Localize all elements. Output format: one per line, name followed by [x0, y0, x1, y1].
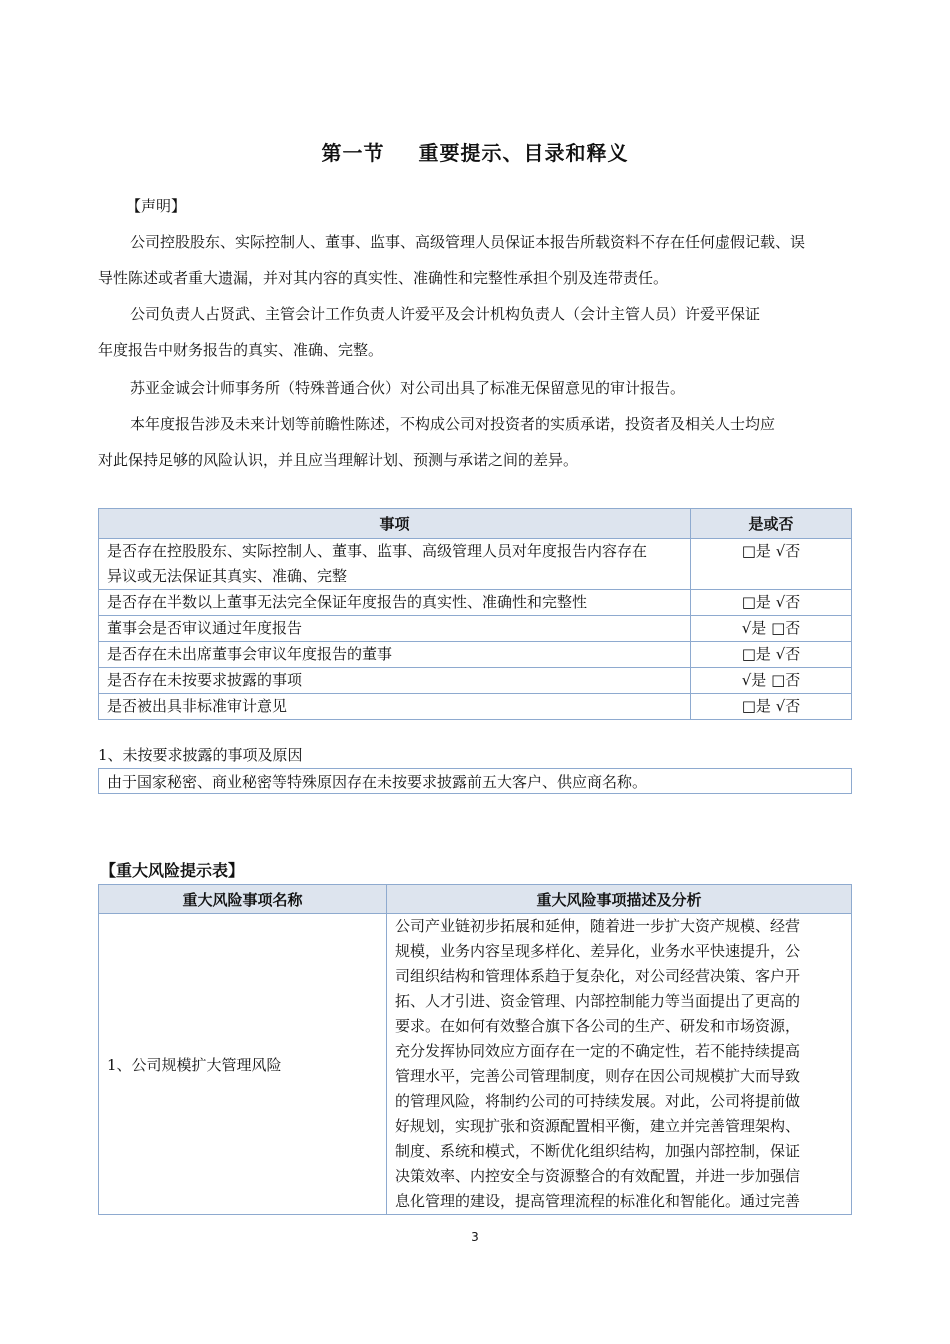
table-row [99, 539, 852, 590]
table-row [99, 769, 852, 794]
row-item: 董事会是否审议通过年度报告 [99, 616, 691, 642]
column-header-answer: 是或否 [691, 509, 852, 539]
table-row [99, 616, 852, 642]
check-table-header [99, 509, 852, 539]
row-item: 是否存在控股股东、实际控制人、董事、监事、高级管理人员对年度报告内容存在 异议或无法保证其真实、准确、完整 [99, 539, 691, 590]
column-header-item: 事项 [99, 509, 691, 539]
risk-name: 1、公司规模扩大管理风险 [99, 914, 387, 1215]
table-row [99, 590, 852, 616]
column-header-risk-description: 重大风险事项描述及分析 [387, 885, 852, 914]
row-item: 是否存在半数以上董事无法完全保证年度报告的真实性、准确性和完整性 [99, 590, 691, 616]
check-table [98, 508, 852, 720]
row-answer: □是 √否 [691, 694, 852, 720]
undisclosed-heading: 1、未按要求披露的事项及原因 [98, 746, 303, 764]
paragraph-2: 公司负责人占贤武、主管会计工作负责人许爱平及会计机构负责人（会计主管人员）许爱平保证 年度报告中财务报告的真实、准确、完整。 [98, 305, 761, 359]
risk-table-header [99, 885, 852, 914]
table-row [99, 642, 852, 668]
row-answer: □是 √否 [691, 539, 852, 590]
row-answer: √是 □否 [691, 668, 852, 694]
row-answer: □是 √否 [691, 590, 852, 616]
table-row [99, 668, 852, 694]
risk-table-heading: 【重大风险提示表】 [100, 861, 245, 880]
row-answer: □是 √否 [691, 642, 852, 668]
table-row [99, 694, 852, 720]
column-header-risk-name: 重大风险事项名称 [99, 885, 387, 914]
paragraph-4: 本年度报告涉及未来计划等前瞻性陈述，不构成公司对投资者的实质承诺，投资者及相关人士均应 对此保持足够的风险认识，并且应当理解计划、预测与承诺之间的差异。 [98, 415, 776, 469]
row-item: 是否存在未出席董事会审议年度报告的董事 [99, 642, 691, 668]
undisclosed-reason: 由于国家秘密、商业秘密等特殊原因存在未按要求披露前五大客户、供应商名称。 [99, 769, 852, 794]
page-number: 3 [471, 1230, 479, 1244]
paragraph-1: 公司控股股东、实际控制人、董事、监事、高级管理人员保证本报告所载资料不存在任何虚假记载、误 导性陈述或者重大遗漏，并对其内容的真实性、准确性和完整性承担个别及连带责任。 [98, 233, 806, 287]
row-item: 是否存在未按要求披露的事项 [99, 668, 691, 694]
declaration-label: 【声明】 [126, 197, 187, 215]
section-number: 第一节 [321, 141, 385, 165]
paragraph-3: 苏亚金诚会计师事务所（特殊普通合伙）对公司出具了标准无保留意见的审计报告。 [130, 379, 686, 397]
undisclosed-reason-table [98, 768, 852, 794]
section-title [0, 137, 950, 166]
row-answer: √是 □否 [691, 616, 852, 642]
risk-description: 公司产业链初步拓展和延伸，随着进一步扩大资产规模、经营 规模，业务内容呈现多样化、差异化，业务水平快速提升，公 司组织结构和管理体系趋于复杂化，对公司经营决策、客户开 拓、人才引进、资金管理、内部控制能力等当面提出了更高的 要求。在如何有效整合旗下各公司的生产、研发和市场资源， 充分发挥协同效应方面存在一定的不确定性，若不能持续提高 管理水平，完善公司管理制度，则存在因公司规模扩大而导致 的管理风险，将制约公司的可持续发展。对此，公司将提前做 好规划，实现扩张和资源配置相平衡，建立并完善管理架构、 制度、系统和模式，不断优化组织结构，加强内部控制，保证 决策效率、内控安全与资源整合的有效配置，并进一步加强信 息化管理的建设，提高管理流程的标准化和智能化。通过完善 [387, 914, 852, 1215]
row-item: 是否被出具非标准审计意见 [99, 694, 691, 720]
section-heading: 重要提示、目录和释义 [418, 141, 629, 165]
risk-table [98, 884, 852, 1215]
table-row [99, 914, 852, 1215]
